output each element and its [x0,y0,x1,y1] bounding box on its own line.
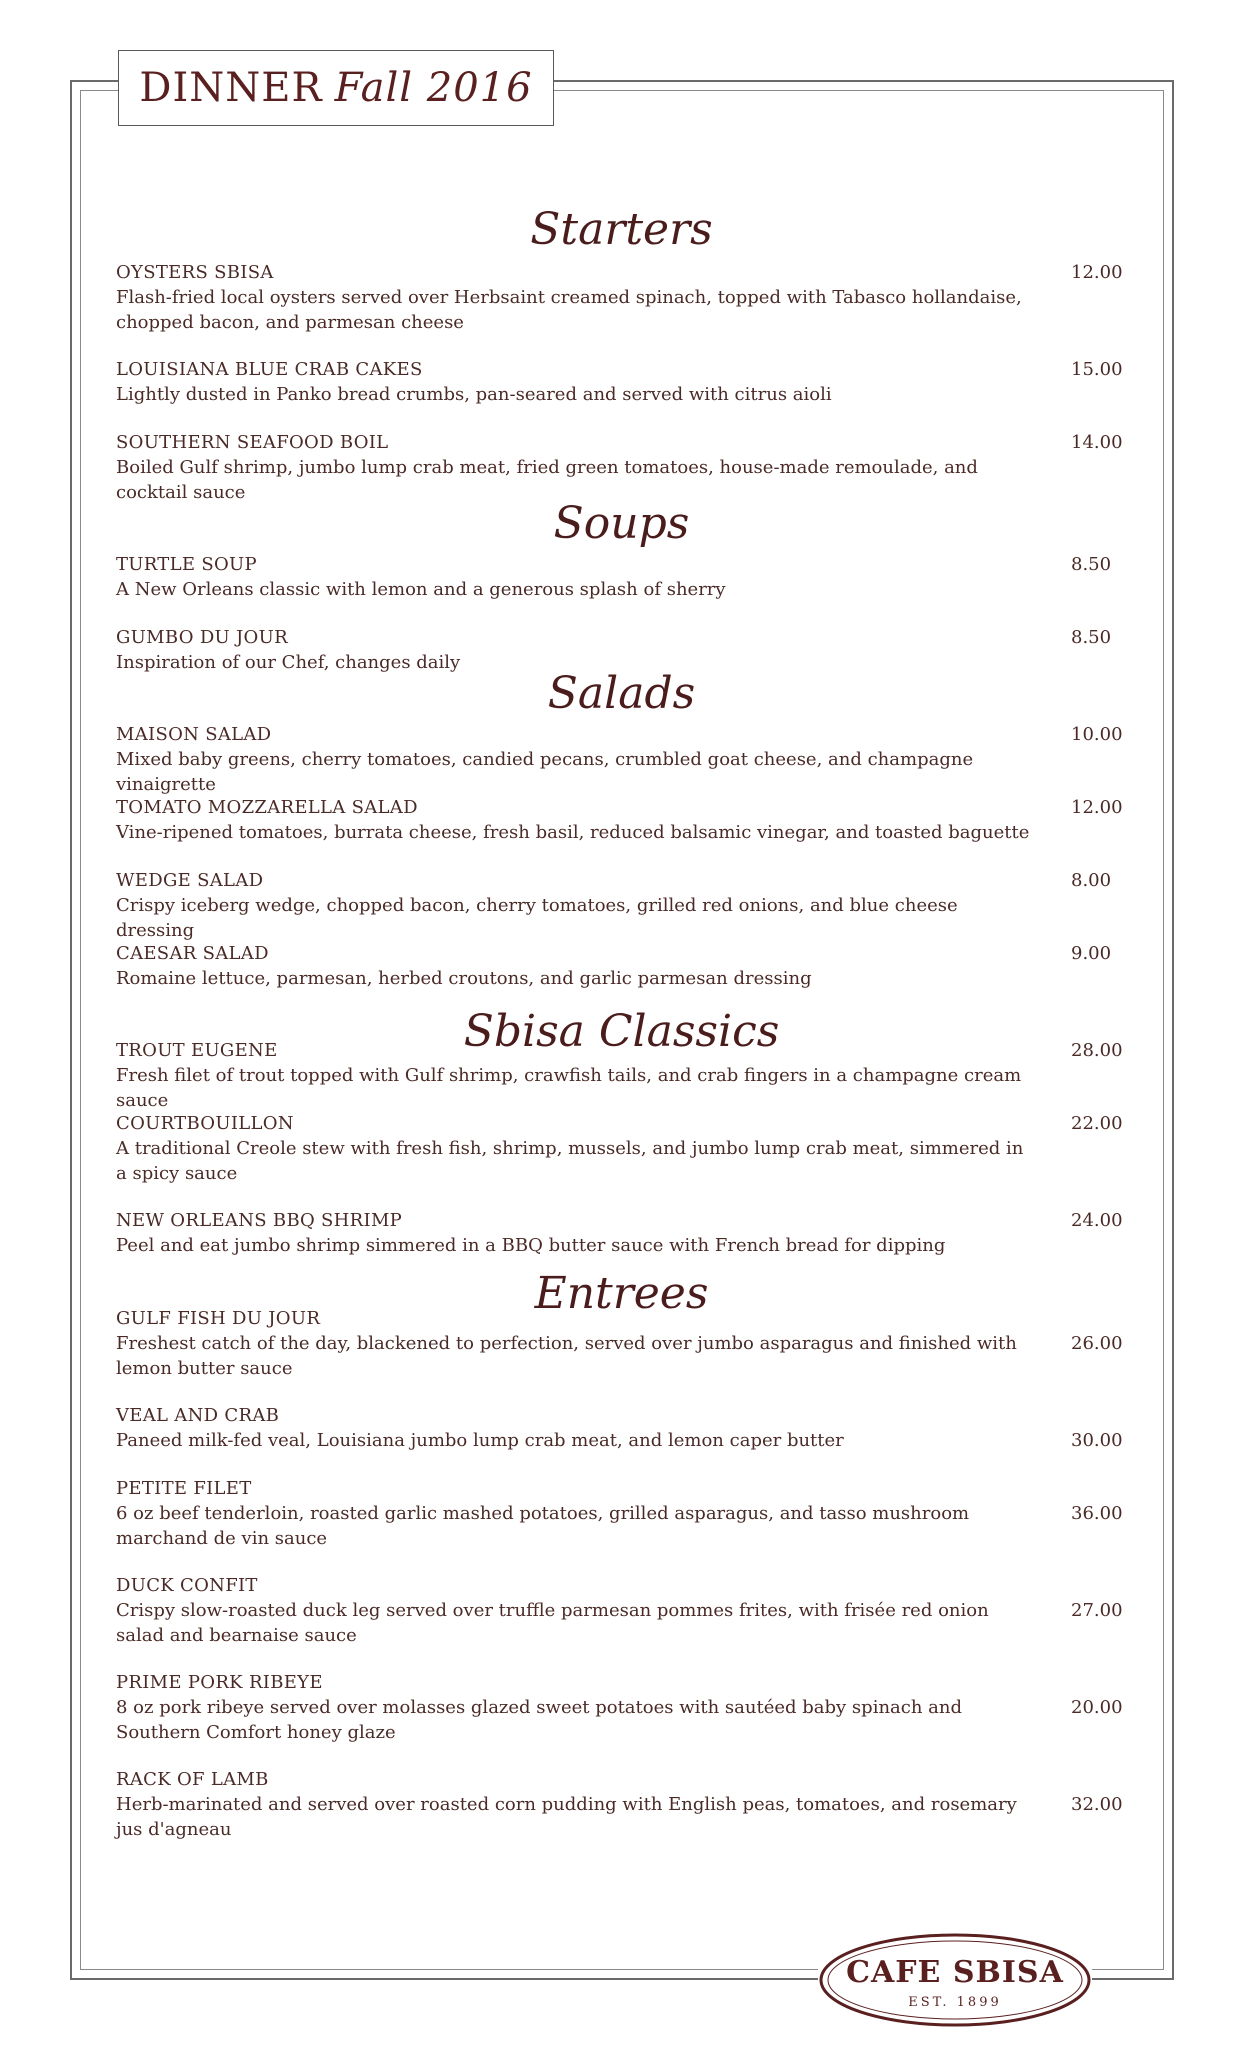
logo-est: EST. 1899 [908,1995,1002,2010]
menu-item [116,722,1126,797]
item-price: 20.00 [1071,1697,1123,1718]
menu-item [116,260,1126,335]
item-price: 14.00 [1071,432,1123,453]
item-description: Mixed baby greens, cherry tomatoes, candied pecans, crumbled goat cheese, and champagne vinaigrette [116,749,974,795]
item-price: 30.00 [1071,1430,1123,1451]
item-description: Crispy slow-roasted duck leg served over truffle parmesan pommes frites, with frisée red onion salad and bearnaise sauce [116,1600,989,1646]
item-name: NEW ORLEANS BBQ SHRIMP [116,1210,403,1231]
item-name: TROUT EUGENE [116,1040,278,1061]
item-name: DUCK CONFIT [116,1575,258,1596]
item-name: RACK OF LAMB [116,1769,269,1790]
item-name: TURTLE SOUP [116,554,257,575]
menu-item [116,795,1126,845]
item-price: 9.00 [1071,943,1112,964]
item-name: LOUISIANA BLUE CRAB CAKES [116,359,423,380]
menu-item [116,357,1126,407]
menu-season: Fall 2016 [334,65,533,111]
item-name: GULF FISH DU JOUR [116,1308,321,1329]
item-name: PRIME PORK RIBEYE [116,1672,323,1693]
item-price: 24.00 [1071,1210,1123,1231]
item-price: 26.00 [1071,1333,1123,1354]
item-price: 28.00 [1071,1040,1123,1061]
menu-item [116,1767,1126,1842]
item-price: 8.00 [1071,870,1112,891]
section-title-entrees: Entrees [534,1268,709,1319]
item-price: 12.00 [1071,797,1123,818]
item-description: Paneed milk-fed veal, Louisiana jumbo lump crab meat, and lemon caper butter [116,1430,844,1451]
item-description: 8 oz pork ribeye served over molasses glazed sweet potatoes with sautéed baby spinach and Southern Comfort honey glaze [116,1697,963,1743]
item-description: Romaine lettuce, parmesan, herbed croutons, and garlic parmesan dressing [116,968,812,989]
item-price: 27.00 [1071,1600,1123,1621]
section-title-salads: Salads [547,668,696,719]
item-name: VEAL AND CRAB [116,1405,280,1426]
section-title-starters: Starters [530,204,713,255]
item-price: 10.00 [1071,724,1123,745]
menu-item [116,1038,1126,1113]
item-price: 12.00 [1071,262,1123,283]
item-description: Peel and eat jumbo shrimp simmered in a BBQ butter sauce with French bread for dipping [116,1235,946,1256]
menu-item [116,1111,1126,1186]
section-title-sbisa-classics: Sbisa Classics [463,1006,780,1057]
item-description: 6 oz beef tenderloin, roasted garlic mashed potatoes, grilled asparagus, and tasso mushroom marchand de vin sauce [116,1503,970,1549]
menu-item [116,1476,1126,1551]
item-description: A New Orleans classic with lemon and a generous splash of sherry [116,579,726,600]
item-description: Inspiration of our Chef, changes daily [116,652,461,673]
item-name: SOUTHERN SEAFOOD BOIL [116,432,389,453]
item-price: 32.00 [1071,1794,1123,1815]
item-name: MAISON SALAD [116,724,272,745]
item-description: Boiled Gulf shrimp, jumbo lump crab meat, fried green tomatoes, house-made remoulade, and cocktail sauce [116,457,978,503]
item-name: GUMBO DU JOUR [116,627,288,648]
item-description: Crispy iceberg wedge, chopped bacon, cherry tomatoes, grilled red onions, and blue cheese dressing [116,895,958,941]
menu-item [116,1403,1126,1453]
item-description: Lightly dusted in Panko bread crumbs, pan-seared and served with citrus aioli [116,384,832,405]
item-price: 8.50 [1071,554,1112,575]
menu-title-box [118,50,554,126]
item-description: Herb-marinated and served over roasted corn pudding with English peas, tomatoes, and rosemary jus d'agneau [116,1794,1017,1840]
section-title-soups: Soups [553,498,690,549]
menu-item [116,941,1126,991]
item-description: Vine-ripened tomatoes, burrata cheese, fresh basil, reduced balsamic vinegar, and toasted baguette [116,822,1030,843]
menu-item [116,1306,1126,1381]
item-price: 15.00 [1071,359,1123,380]
item-name: OYSTERS SBISA [116,262,274,283]
item-name: TOMATO MOZZARELLA SALAD [116,797,418,818]
item-name: CAESAR SALAD [116,943,269,964]
menu-item [116,1573,1126,1648]
item-name: COURTBOUILLON [116,1113,294,1134]
menu-item [116,552,1126,602]
item-price: 22.00 [1071,1113,1123,1134]
item-price: 36.00 [1071,1503,1123,1524]
item-name: WEDGE SALAD [116,870,264,891]
menu-item [116,430,1126,505]
menu-item [116,1208,1126,1258]
menu-title: DINNER [139,65,323,111]
logo-name: CAFE SBISA [846,1955,1064,1990]
item-price: 8.50 [1071,627,1112,648]
item-description: A traditional Creole stew with fresh fish, shrimp, mussels, and jumbo lump crab meat, simmered in a spicy sauce [116,1138,1024,1184]
cafe-sbisa-logo [818,1932,1092,2028]
logo-oval [818,1932,1092,2028]
item-description: Fresh filet of trout topped with Gulf shrimp, crawfish tails, and crab fingers in a champagne cream sauce [116,1065,1022,1111]
item-description: Freshest catch of the day, blackened to perfection, served over jumbo asparagus and finished with lemon butter sauce [116,1333,1017,1379]
menu-item [116,868,1126,943]
item-description: Flash-fried local oysters served over Herbsaint creamed spinach, topped with Tabasco hollandaise, chopped bacon, and parmesan cheese [116,287,1022,333]
item-name: PETITE FILET [116,1478,252,1499]
menu-item [116,1670,1126,1745]
